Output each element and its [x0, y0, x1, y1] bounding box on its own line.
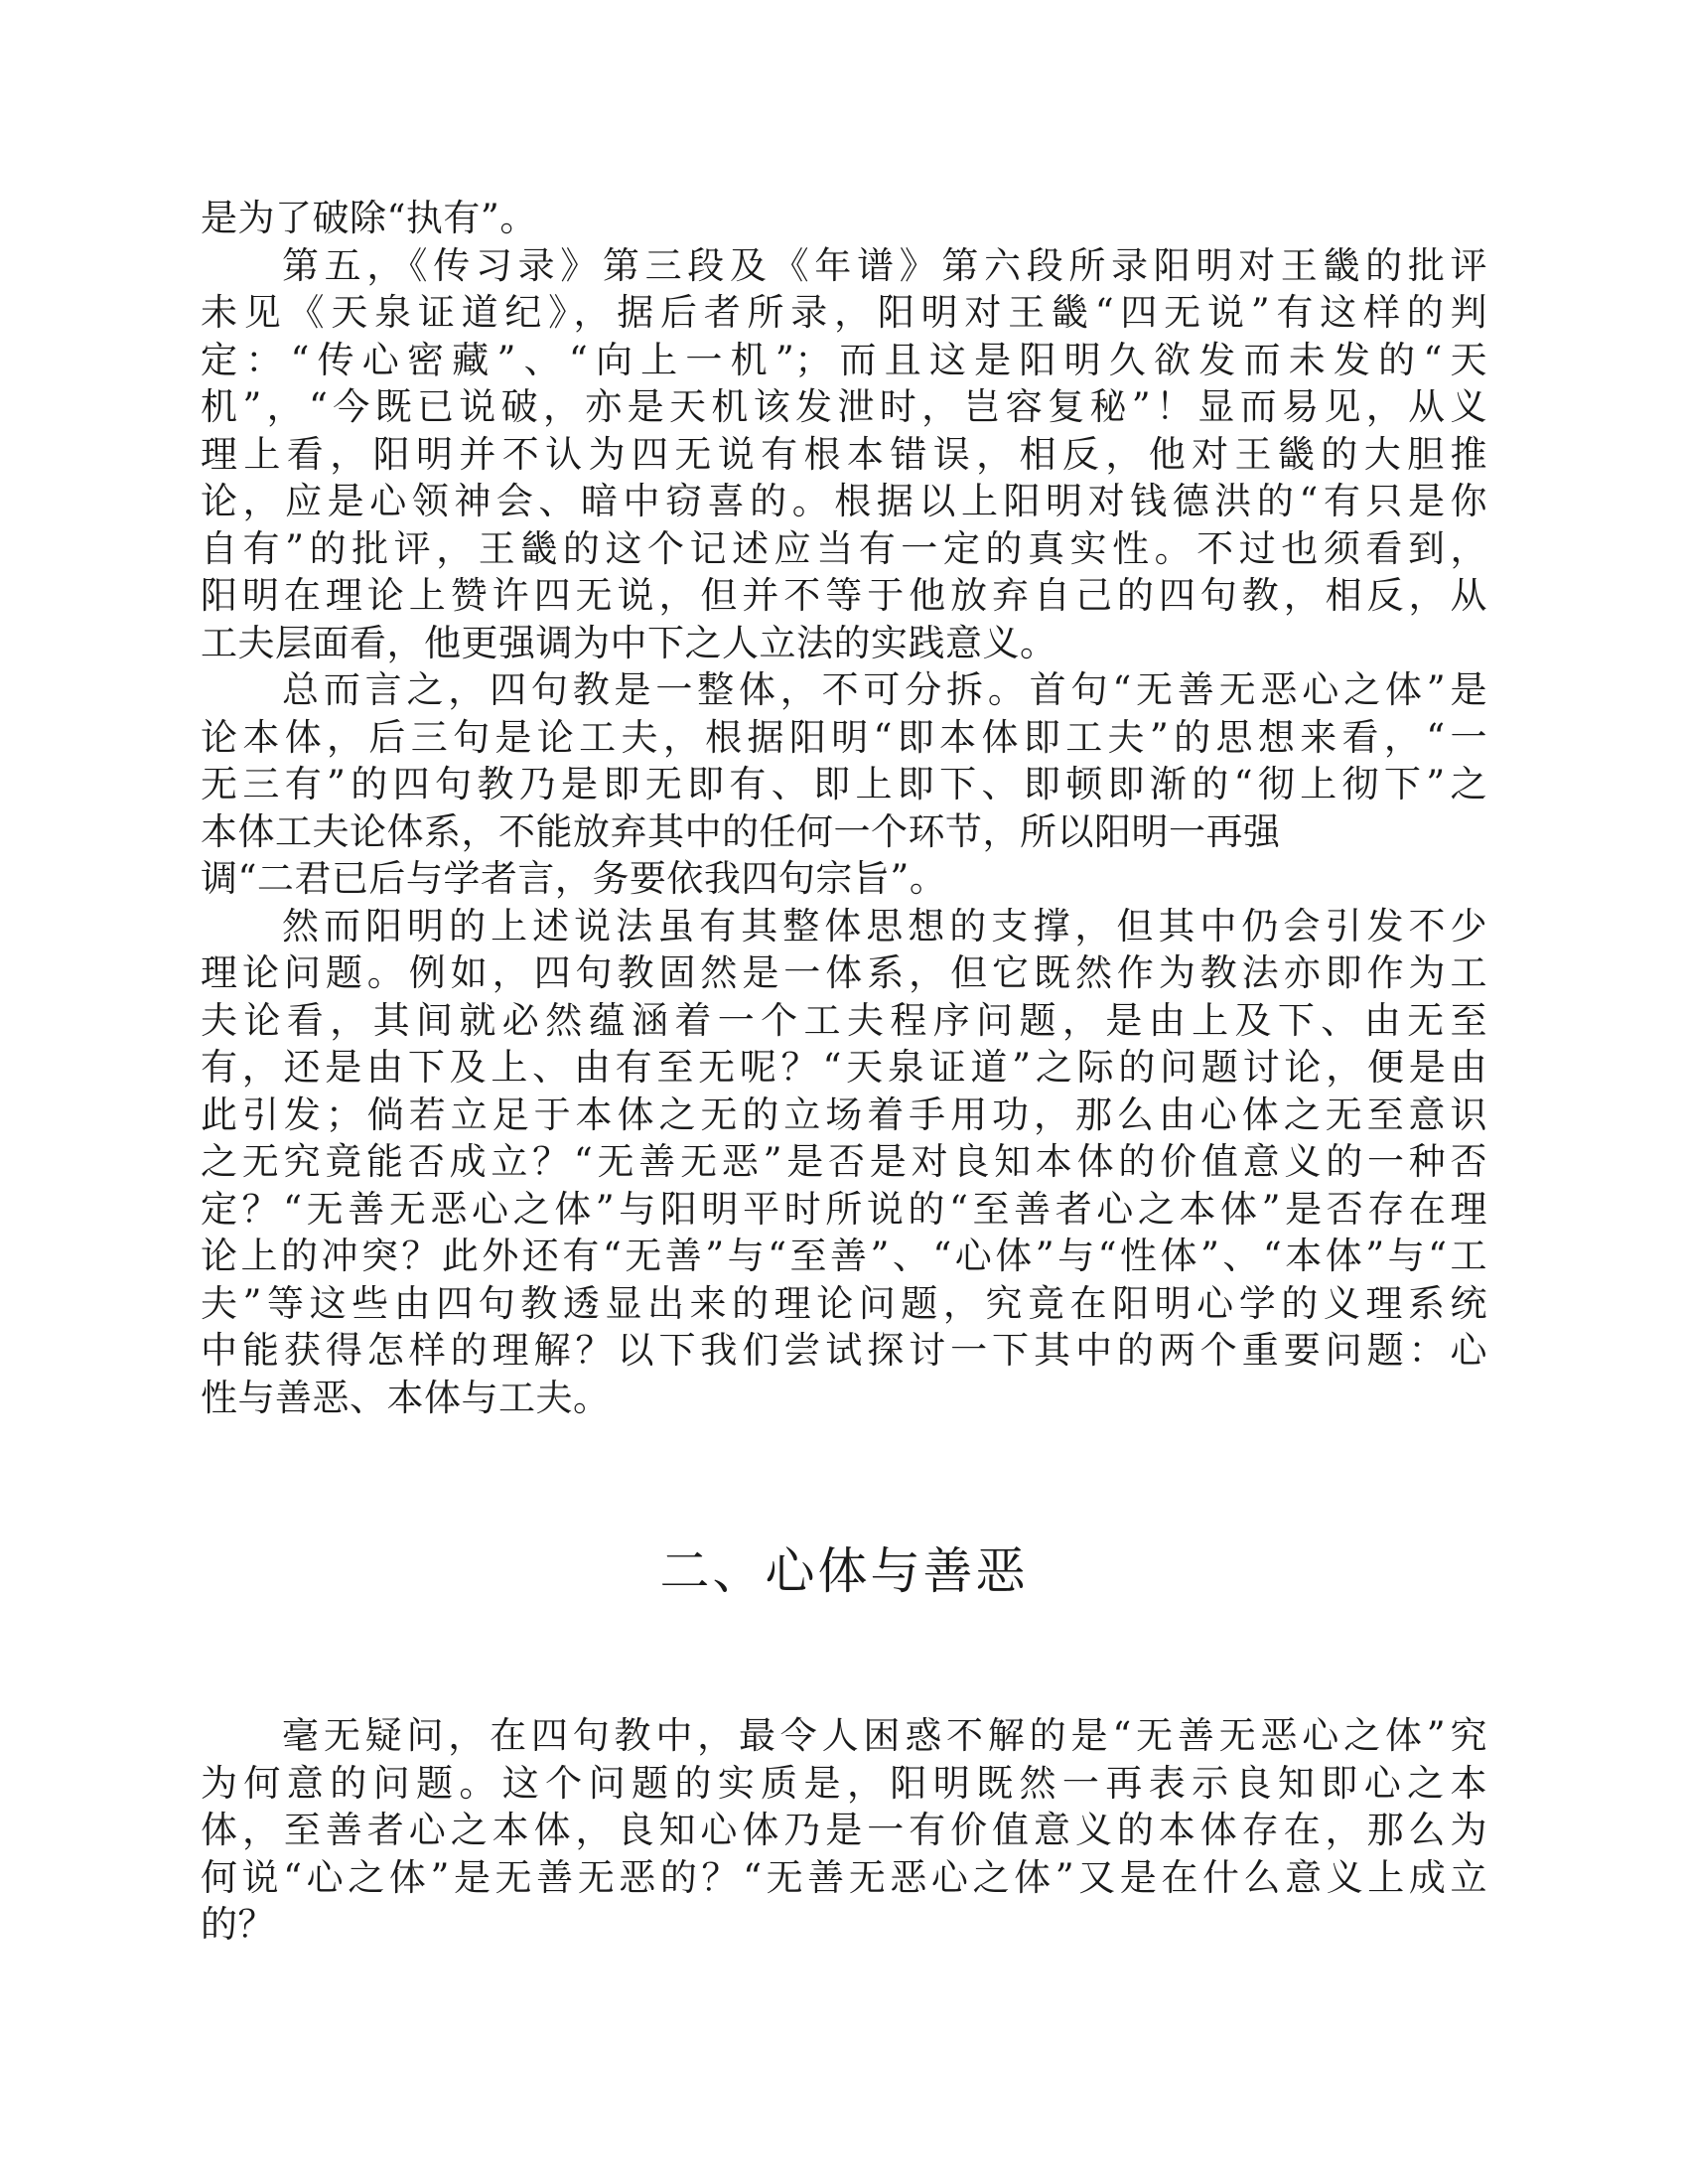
text-line: 是为了破除“执有”。: [201, 197, 537, 239]
text-line: 自有”的批评，王畿的这个记述应当有一定的真实性。不过也须看到，: [201, 526, 1487, 570]
document-page: [201, 195, 1487, 1946]
text-line: 工夫层面看，他更强调为中下之人立法的实践意义。: [201, 621, 1057, 664]
text-line: 之无究竟能否成立？“无善无恶”是否是对良知本体的价值意义的一种否: [201, 1140, 1487, 1183]
text-line: 论上的冲突？此外还有“无善”与“至善”、“心体”与“性体”、“本体”与“工: [201, 1235, 1487, 1277]
text-line: 未见《天泉证道纪》，据后者所录，阳明对王畿“四无说”有这样的判: [201, 291, 1487, 334]
text-line: 论，应是心领神会、暗中窃喜的。根据以上阳明对钱德洪的“有只是你: [201, 480, 1487, 522]
body-text-top: [201, 195, 1487, 1421]
text-line: 夫论看，其间就必然蕴涵着一个工夫程序问题，是由上及下、由无至: [201, 998, 1487, 1042]
text-line: 体，至善者心之本体，良知心体乃是一有价值意义的本体存在，那么为: [201, 1809, 1487, 1851]
section-heading: 二、心体与善恶: [659, 1542, 1029, 1600]
text-line: 何说“心之体”是无善无恶的？“无善无恶心之体”又是在什么意义上成立: [201, 1855, 1487, 1899]
text-line: 本体工夫论体系，不能放弃其中的任何一个环节，所以阳明一再强: [201, 809, 1281, 853]
text-line: 机”，“今既已说破，亦是天机该发泄时，岂容复秘”！显而易见，从义: [201, 385, 1487, 428]
text-line: 中能获得怎样的理解？以下我们尝试探讨一下其中的两个重要问题：心: [201, 1329, 1487, 1372]
text-line: 阳明在理论上赞许四无说，但并不等于他放弃自己的四句教，相反，从: [201, 574, 1487, 617]
text-line: 性与善恶、本体与工夫。: [201, 1376, 611, 1419]
text-line: 的？: [201, 1903, 275, 1946]
text-line: 有，还是由下及上、由有至无呢？“天泉证道”之际的问题讨论，便是由: [201, 1046, 1487, 1089]
text-line: 为何意的问题。这个问题的实质是，阳明既然一再表示良知即心之本: [201, 1761, 1487, 1805]
text-line: 无三有”的四句教乃是即无即有、即上即下、即顿即渐的“彻上彻下”之: [201, 763, 1487, 805]
text-line: 理论问题。例如，四句教固然是一体系，但它既然作为教法亦即作为工: [201, 951, 1487, 994]
text-line: 调“二君已后与学者言，务要依我四句宗旨”。: [201, 857, 947, 900]
text-line: 论本体，后三句是论工夫，根据阳明“即本体即工夫”的思想来看，“一: [201, 715, 1487, 759]
text-line: 总而言之，四句教是一整体，不可分拆。首句“无善无恶心之体”是: [282, 668, 1487, 711]
text-line: 定？“无善无恶心之体”与阳明平时所说的“至善者心之本体”是否存在理: [201, 1187, 1487, 1231]
text-line: 定：“传心密藏”、“向上一机”；而且这是阳明久欲发而未发的“天: [201, 338, 1487, 381]
text-line: 然而阳明的上述说法虽有其整体思想的支撑，但其中仍会引发不少: [282, 904, 1487, 947]
text-line: 毫无疑问，在四句教中，最令人困惑不解的是“无善无恶心之体”究: [282, 1714, 1487, 1757]
text-line: 夫”等这些由四句教透显出来的理论问题，究竟在阳明心学的义理系统: [201, 1281, 1487, 1325]
text-line: 理上看，阳明并不认为四无说有根本错误，相反，他对王畿的大胆推: [201, 432, 1487, 476]
text-line: 第五，《传习录》第三段及《年谱》第六段所录阳明对王畿的批评: [282, 243, 1487, 287]
body-text-bottom: [201, 1712, 1487, 1949]
text-line: 此引发；倘若立足于本体之无的立场着手用功，那么由心体之无至意识: [201, 1092, 1487, 1136]
